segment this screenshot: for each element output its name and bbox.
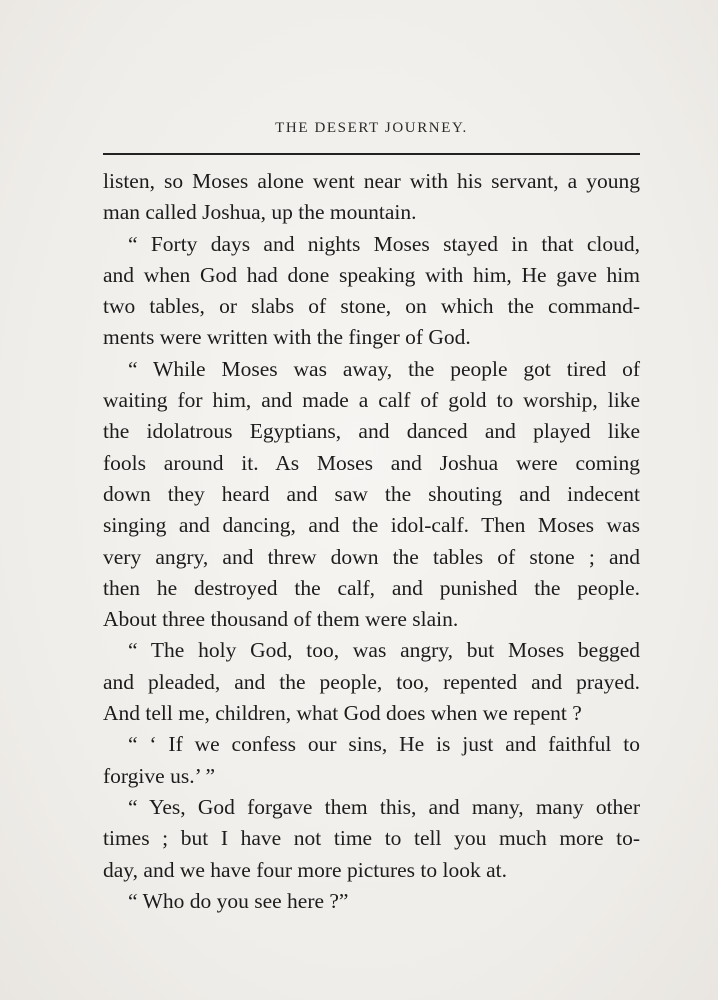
text-line: man called Joshua, up the mountain. [103,200,417,225]
text-line: “ ‘ If we confess our sins, He is just and faithful to [128,732,640,757]
text-line: “ While Moses was away, the people got tired of [128,356,640,381]
text-line: down they heard and saw the shouting and indecent [103,481,640,506]
text-line: times ; but I have not time to tell you much more to- [103,826,640,851]
text-line: fools around it. As Moses and Joshua were coming [103,450,640,475]
text-line: waiting for him, and made a calf of gold to worship, like [103,388,640,413]
text-line: “ Yes, God forgave them this, and many, many other [128,794,640,819]
text-line: forgive us.’ ” [103,763,216,788]
running-head: THE DESERT JOURNEY. [275,120,468,136]
text-line: About three thousand of them were slain. [103,607,459,632]
body-text [103,166,640,917]
text-line: and when God had done speaking with him, He gave him [103,262,640,287]
text-line: “ Who do you see here ?” [128,888,349,913]
text-line: day, and we have four more pictures to look at. [103,857,507,882]
text-line: then he destroyed the calf, and punished the people. [103,575,640,600]
text-line: singing and dancing, and the idol-calf. Then Moses was [103,513,640,538]
text-line: two tables, or slabs of stone, on which the command- [103,294,640,319]
text-line: “ The holy God, too, was angry, but Moses begged [128,638,640,663]
text-line: and pleaded, and the people, too, repented and prayed. [103,669,640,694]
header-rule [103,153,640,155]
text-line: the idolatrous Egyptians, and danced and played like [103,419,640,444]
text-line: And tell me, children, what God does when we repent ? [103,701,582,726]
text-line: very angry, and threw down the tables of stone ; and [103,544,640,569]
text-line: “ Forty days and nights Moses stayed in that cloud, [128,231,640,256]
text-line: listen, so Moses alone went near with his servant, a young [103,169,640,193]
text-line: ments were written with the finger of God. [103,325,471,350]
